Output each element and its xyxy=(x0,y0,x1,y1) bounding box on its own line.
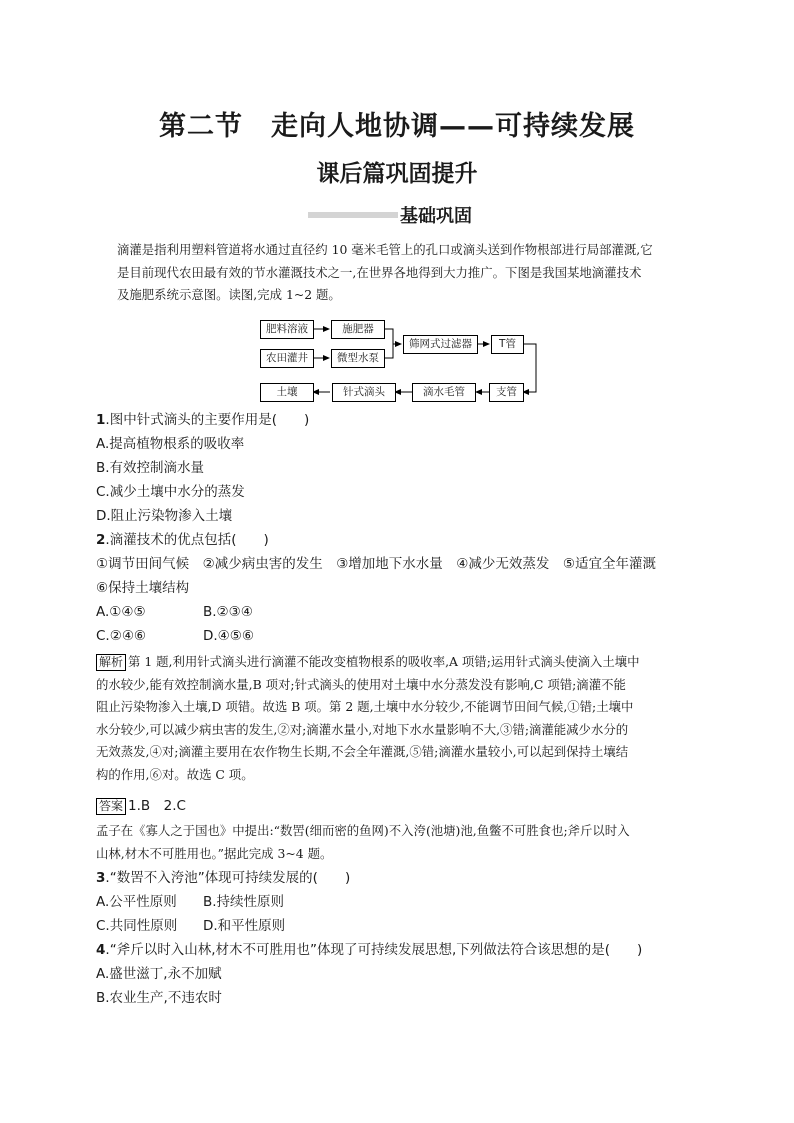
analysis-line: 水分较少,可以减少病虫害的发生,②对;滴灌水量小,对地下水水量影响不大,③错;滴灌能减少水分的 xyxy=(96,721,629,737)
intro-line: 山林,材木不可胜用也。”据此完成 3~4 题。 xyxy=(96,845,333,861)
analysis-tag: 解析 xyxy=(96,654,126,671)
question-stem: .“数罟不入洿池”体现可持续发展的( ) xyxy=(105,870,351,886)
box-drip-capillary: 滴水毛管 xyxy=(412,383,476,402)
intro-line: 滴灌是指利用塑料管道将水通过直径约 10 毫米毛管上的孔口或滴头送到作物根部进行局部灌溉,它 xyxy=(117,242,653,257)
question-stem: .“斧斤以时入山林,材木不可胜用也”体现了可持续发展思想,下列做法符合该思想的是( ) xyxy=(105,942,643,958)
box-irrigation-well: 农田灌井 xyxy=(260,349,314,368)
analysis-line: 的水较少,能有效控制滴水量,B 项对;针式滴头的使用对土壤中水分蒸发没有影响,C 项错;滴灌不能 xyxy=(96,676,626,692)
intro-line: 孟子在《寡人之于国也》中提出:“数罟(细而密的鱼网)不入洿(池塘)池,鱼鳖不可胜食也;斧斤以时入 xyxy=(96,823,630,838)
question-stem: .图中针式滴头的主要作用是( ) xyxy=(105,412,310,428)
question-number: 2 xyxy=(96,532,106,548)
q2-option-d: D.④⑤⑥ xyxy=(203,628,254,644)
analysis-line: 第 1 题,利用针式滴头进行滴灌不能改变植物根系的吸收率,A 项错;运用针式滴头使滴入土壤中 xyxy=(128,654,640,669)
answer-block xyxy=(96,796,186,816)
box-needle-emitter: 针式滴头 xyxy=(332,383,396,402)
q4-option-a: A.盛世滋丁,永不加赋 xyxy=(96,966,222,982)
q1-option-b: B.有效控制滴水量 xyxy=(96,460,205,476)
box-micro-pump: 微型水泵 xyxy=(331,349,385,368)
q1-option-d: D.阻止污染物渗入土壤 xyxy=(96,508,233,524)
analysis-line: 无效蒸发,④对;滴灌主要用在农作物生长期,不会全年灌溉,⑤错;滴灌水量较小,可以起到保持土壤结 xyxy=(96,744,629,759)
analysis-line: 阻止污染物渗入土壤,D 项错。故选 B 项。第 2 题,土壤中水分较少,不能调节田间气候,①错;土壤中 xyxy=(96,699,634,714)
q4-option-b: B.农业生产,不违农时 xyxy=(96,990,222,1006)
q2-option-b: B.②③④ xyxy=(203,604,253,620)
box-mesh-filter: 筛网式过滤器 xyxy=(403,335,478,354)
question-1 xyxy=(96,410,309,430)
question-2 xyxy=(96,530,269,550)
q2-option-a: A.①④⑤ xyxy=(96,604,146,620)
question-number: 3 xyxy=(96,870,106,886)
intro-line: 是目前现代农田最有效的节水灌溉技术之一,在世界各地得到大力推广。下图是我国某地滴灌技术 xyxy=(117,264,642,280)
question-number: 1 xyxy=(96,412,106,428)
box-branch-pipe: 支管 xyxy=(489,383,524,402)
intro-paragraph-1 xyxy=(117,239,692,307)
intro-paragraph-2 xyxy=(96,820,696,865)
q3-option-c: C.共同性原则 xyxy=(96,918,178,934)
intro-line: 及施肥系统示意图。读图,完成 1~2 题。 xyxy=(117,287,341,302)
q3-option-b: B.持续性原则 xyxy=(203,894,285,910)
section-decor-bar xyxy=(308,212,398,218)
analysis-line: 构的作用,⑥对。故选 C 项。 xyxy=(96,766,254,782)
drip-irrigation-diagram xyxy=(240,312,550,412)
page-title: 第二节 走向人地协调——可持续发展 xyxy=(159,111,635,142)
q3-option-a: A.公平性原则 xyxy=(96,894,177,910)
q3-option-d: D.和平性原则 xyxy=(203,918,286,934)
question-3 xyxy=(96,868,350,888)
answer-text: 1.B 2.C xyxy=(128,798,186,814)
section-heading: 基础巩固 xyxy=(400,206,472,227)
q1-option-a: A.提高植物根系的吸收率 xyxy=(96,436,245,452)
page-subtitle: 课后篇巩固提升 xyxy=(316,161,478,187)
question-stem: .滴灌技术的优点包括( ) xyxy=(105,532,269,548)
box-t-pipe: T管 xyxy=(491,335,524,354)
box-fertilizer-applicator: 施肥器 xyxy=(331,320,385,339)
box-fertilizer-solution: 肥料溶液 xyxy=(260,320,314,339)
answer-tag: 答案 xyxy=(96,798,126,815)
q1-option-c: C.减少土壤中水分的蒸发 xyxy=(96,484,245,500)
question-number: 4 xyxy=(96,942,106,958)
box-soil: 土壤 xyxy=(260,383,314,402)
question-4 xyxy=(96,940,642,960)
q2-items-line-1: ①调节田间气候 ②减少病虫害的发生 ③增加地下水水量 ④减少无效蒸发 ⑤适宜全年灌溉 xyxy=(96,556,657,572)
analysis-block xyxy=(96,651,696,786)
q2-items-line-2: ⑥保持土壤结构 xyxy=(96,580,190,596)
q2-option-c: C.②④⑥ xyxy=(96,628,147,644)
